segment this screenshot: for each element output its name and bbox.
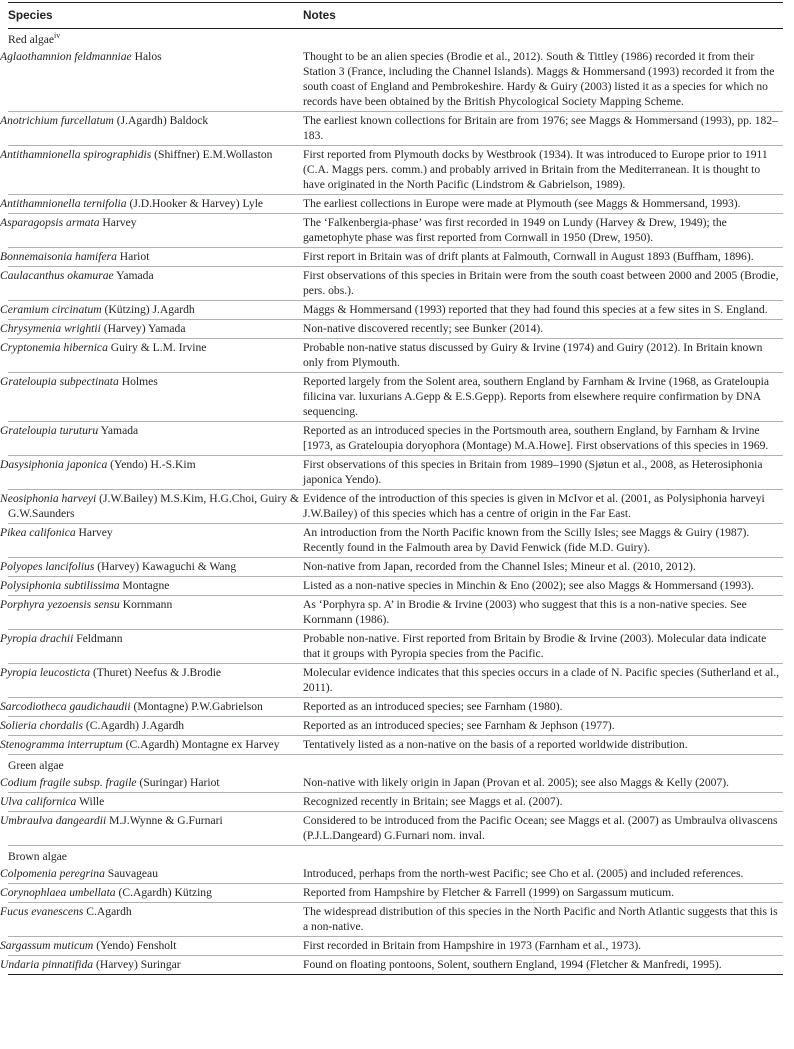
species-authority: (J.Agardh) Baldock [113, 114, 209, 127]
group-title: Brown algae [8, 850, 67, 863]
species-authority: Guiry & L.M. Irvine [107, 341, 207, 354]
species-cell [0, 956, 303, 975]
group-title-footnote: iv [54, 31, 61, 41]
notes-cell: Reported as an introduced species; see Farnham (1980). [303, 698, 783, 717]
species-cell [0, 524, 303, 558]
species-cell [0, 490, 303, 524]
notes-cell: Considered to be introduced from the Pacific Ocean; see Maggs et al. (2007) as Umbraulva olivascens (P.J.L.Dangeard) G.Furnari nom. inval. [303, 812, 783, 846]
species-cell [0, 456, 303, 490]
notes-cell: Reported as an introduced species in the Portsmouth area, southern England, by Farnham & Irvine [1973, as Grateloupia doryophora (Montage) M.A.Howe]. First observations of this species in 1969. [303, 422, 783, 456]
notes-cell: Probable non-native. First reported from Britain by Brodie & Irvine (2003). Molecular data indicate that it groups with Pyropia species from the Pacific. [303, 630, 783, 664]
species-name: Corynophlaea umbellata [0, 886, 116, 899]
species-authority: (Thuret) Neefus & J.Brodie [90, 666, 222, 679]
species-name: Neosiphonia harveyi [0, 492, 97, 505]
table-row [8, 865, 783, 884]
species-authority: Harvey [75, 526, 113, 539]
table-row [8, 577, 783, 596]
notes-cell: Molecular evidence indicates that this species occurs in a clade of N. Pacific species (Sutherland et al., 2011). [303, 664, 783, 698]
species-authority: (Harvey) Suringar [93, 958, 181, 971]
notes-cell: Reported from Hampshire by Fletcher & Farrell (1999) on Sargassum muticum. [303, 884, 783, 903]
species-cell [0, 112, 303, 146]
notes-cell: Non-native with likely origin in Japan (Provan et al. 2005); see also Maggs & Kelly (2007). [303, 774, 783, 793]
species-cell [0, 865, 303, 884]
species-name: Stenogramma interruptum [0, 738, 123, 751]
notes-cell: Non-native from Japan, recorded from the Channel Isles; Mineur et al. (2010, 2012). [303, 558, 783, 577]
species-column-header: Species [8, 3, 303, 29]
species-authority: (Montagne) P.W.Gabrielson [130, 700, 263, 713]
species-name: Umbraulva dangeardii [0, 814, 107, 827]
species-authority: Sauvageau [104, 867, 158, 880]
species-name: Pyropia leucosticta [0, 666, 91, 679]
species-cell [0, 698, 303, 717]
table-row [8, 422, 783, 456]
species-name: Sarcodiotheca gaudichaudii [0, 700, 131, 713]
notes-cell: First recorded in Britain from Hampshire in 1973 (Farnham et al., 1973). [303, 937, 783, 956]
notes-cell: Non-native discovered recently; see Bunker (2014). [303, 320, 783, 339]
species-authority: (C.Agardh) Kützing [115, 886, 212, 899]
species-cell [0, 630, 303, 664]
table-row [8, 112, 783, 146]
notes-cell: Reported as an introduced species; see Farnham & Jephson (1977). [303, 717, 783, 736]
group-title-cell [8, 29, 783, 49]
species-name: Solieria chordalis [0, 719, 83, 732]
species-cell [0, 774, 303, 793]
species-authority: (Harvey) Yamada [100, 322, 186, 335]
notes-cell: Listed as a non-native species in Minchin & Eno (2002); see also Maggs & Hommersand (1993). [303, 577, 783, 596]
species-cell [0, 214, 303, 248]
group-title: Red algae [8, 33, 55, 46]
species-name: Caulacanthus okamurae [0, 269, 114, 282]
notes-cell: The earliest collections in Europe were made at Plymouth (see Maggs & Hommersand, 1993). [303, 195, 783, 214]
table-row [8, 717, 783, 736]
group-header-row [8, 846, 783, 866]
notes-cell: Reported largely from the Solent area, southern England by Farnham & Irvine (1968, as Grateloupia filicina var. luxurians A.Gepp & E.S.Gepp). Reports from elsewhere require confirmation by DNA sequencing. [303, 373, 783, 422]
species-cell [0, 422, 303, 456]
table-row [8, 884, 783, 903]
table-row [8, 373, 783, 422]
table-row [8, 524, 783, 558]
notes-cell: Tentatively listed as a non-native on the basis of a reported worldwide distribution. [303, 736, 783, 755]
table-row [8, 630, 783, 664]
notes-cell: First reported from Plymouth docks by Westbrook (1934). It was introduced to Europe prior to 1911 (C.A. Maggs pers. comm.) and probably arrived in Britain from the Mediterranean. It is thought to have originated in the North Pacific (Lindstrom & Gabrielson, 1989). [303, 146, 783, 195]
table-row [8, 793, 783, 812]
notes-cell: Maggs & Hommersand (1993) reported that they had found this species at a few sites in S. England. [303, 301, 783, 320]
species-name: Polyopes lancifolius [0, 560, 95, 573]
group-title-cell [8, 755, 783, 775]
species-name: Cryptonemia hibernica [0, 341, 108, 354]
species-cell [0, 793, 303, 812]
notes-cell: The ‘Falkenbergia-phase’ was first recorded in 1949 on Lundy (Harvey & Drew, 1949); the gametophyte phase was first reported from Cornwall in 1950 (Drew, 1950). [303, 214, 783, 248]
table-row [8, 956, 783, 975]
species-authority: (Yendo) Fensholt [93, 939, 177, 952]
species-cell [0, 339, 303, 373]
notes-cell: Probable non-native status discussed by Guiry & Irvine (1974) and Guiry (2012). In Britain known only from Plymouth. [303, 339, 783, 373]
table-row [8, 774, 783, 793]
table-row [8, 490, 783, 524]
species-authority: (J.D.Hooker & Harvey) Lyle [126, 197, 264, 210]
species-authority: Wille [76, 795, 105, 808]
species-name: Ulva californica [0, 795, 77, 808]
species-name: Grateloupia subpectinata [0, 375, 119, 388]
species-cell [0, 320, 303, 339]
species-cell [0, 812, 303, 846]
species-cell [0, 267, 303, 301]
species-authority: Yamada [98, 424, 139, 437]
species-name: Codium fragile subsp. fragile [0, 776, 137, 789]
notes-cell: An introduction from the North Pacific known from the Scilly Isles; see Maggs & Guiry (1987). Recently found in the Falmouth area by David Fenwick (fide M.D. Guiry). [303, 524, 783, 558]
notes-cell: Recognized recently in Britain; see Maggs et al. (2007). [303, 793, 783, 812]
species-authority: Kornmann [119, 598, 173, 611]
table-row [8, 267, 783, 301]
notes-cell: Found on floating pontoons, Solent, southern England, 1994 (Fletcher & Manfredi, 1995). [303, 956, 783, 975]
species-name: Pikea califonica [0, 526, 76, 539]
species-cell [0, 884, 303, 903]
species-name: Aglaothamnion feldmanniae [0, 50, 132, 63]
notes-cell: First observations of this species in Britain from 1989–1990 (Sjøtun et al., 2008, as Heterosiphonia japonica Yendo). [303, 456, 783, 490]
species-authority: Holmes [118, 375, 158, 388]
species-authority: Yamada [113, 269, 154, 282]
species-cell [0, 717, 303, 736]
species-cell [0, 664, 303, 698]
species-name: Undaria pinnatifida [0, 958, 94, 971]
notes-column-header: Notes [303, 3, 783, 29]
species-cell [0, 48, 303, 112]
table-row [8, 146, 783, 195]
notes-cell: As ‘Porphyra sp. A’ in Brodie & Irvine (2003) who suggest that this is a non-native species. See Kornmann (1986). [303, 596, 783, 630]
species-cell [0, 373, 303, 422]
table-row [8, 320, 783, 339]
species-authority: (C.Agardh) J.Agardh [82, 719, 185, 732]
group-header-row [8, 755, 783, 775]
table-row [8, 48, 783, 112]
species-authority: (Suringar) Hariot [136, 776, 220, 789]
species-cell [0, 146, 303, 195]
species-authority: M.J.Wynne & G.Furnari [106, 814, 223, 827]
species-cell [0, 301, 303, 320]
species-name: Antithamnionella spirographidis [0, 148, 152, 161]
species-cell [0, 558, 303, 577]
species-name: Grateloupia turuturu [0, 424, 99, 437]
species-cell [0, 736, 303, 755]
table-row [8, 339, 783, 373]
species-authority: Hariot [116, 250, 150, 263]
table-row [8, 937, 783, 956]
notes-cell: The widespread distribution of this species in the North Pacific and North Atlantic suggests that this is a non-native. [303, 903, 783, 937]
species-name: Bonnemaisonia hamifera [0, 250, 117, 263]
table-row [8, 195, 783, 214]
table-row [8, 903, 783, 937]
species-authority: (Shiffner) E.M.Wollaston [151, 148, 273, 161]
species-name: Anotrichium furcellatum [0, 114, 114, 127]
group-header-row [8, 29, 783, 49]
species-authority: (Kützing) J.Agardh [101, 303, 195, 316]
species-authority: Harvey [99, 216, 137, 229]
table-header [8, 3, 783, 29]
species-name: Fucus evanescens [0, 905, 84, 918]
species-name: Sargassum muticum [0, 939, 94, 952]
species-cell [0, 577, 303, 596]
species-cell [0, 248, 303, 267]
species-authority: (J.W.Bailey) M.S.Kim, H.G.Choi, Guiry & G.W.Saunders [8, 492, 300, 520]
species-cell [0, 903, 303, 937]
notes-cell: Thought to be an alien species (Brodie et al., 2012). South & Tittley (1986) recorded it from their Station 3 (France, including the Channel Islands). Maggs & Hommersand (1993) recorded it from the south coast of England and Pembrokeshire. Hardy & Guiry (2003) listed it as a species for which no records have been obtained by the British Phycological Society Mapping Scheme. [303, 48, 783, 112]
notes-cell: The earliest known collections for Britain are from 1976; see Maggs & Hommersand (1993), pp. 182–183. [303, 112, 783, 146]
species-table [0, 2, 783, 975]
species-name: Pyropia drachii [0, 632, 74, 645]
table-row [8, 736, 783, 755]
table-row [8, 248, 783, 267]
species-name: Chrysymenia wrightii [0, 322, 101, 335]
notes-cell: First observations of this species in Britain were from the south coast between 2000 and 2005 (Brodie, pers. obs.). [303, 267, 783, 301]
species-name: Dasysiphonia japonica [0, 458, 108, 471]
species-name: Asparagopsis armata [0, 216, 100, 229]
table-row [8, 301, 783, 320]
table-row [8, 456, 783, 490]
species-cell [0, 596, 303, 630]
notes-cell: Evidence of the introduction of this species is given in McIvor et al. (2001, as Polysiphonia harveyi J.W.Bailey) of this species which has a centre of origin in the Far East. [303, 490, 783, 524]
species-name: Colpomenia peregrina [0, 867, 105, 880]
table-body [0, 29, 783, 975]
species-name: Polysiphonia subtilissima [0, 579, 120, 592]
species-authority: Halos [131, 50, 162, 63]
table-row [8, 664, 783, 698]
notes-cell: Introduced, perhaps from the north-west Pacific; see Cho et al. (2005) and included references. [303, 865, 783, 884]
species-name: Ceramium circinatum [0, 303, 102, 316]
species-cell [0, 195, 303, 214]
table-row [8, 214, 783, 248]
table-row [8, 812, 783, 846]
species-authority: Feldmann [73, 632, 123, 645]
table-row [8, 596, 783, 630]
table-row [8, 558, 783, 577]
table-row [8, 698, 783, 717]
species-authority: (Yendo) H.-S.Kim [107, 458, 196, 471]
species-name: Porphyra yezoensis sensu [0, 598, 120, 611]
species-authority: (C.Agardh) Montagne ex Harvey [122, 738, 280, 751]
species-authority: Montagne [119, 579, 170, 592]
species-name: Antithamnionella ternifolia [0, 197, 127, 210]
group-title: Green algae [8, 759, 64, 772]
species-authority: C.Agardh [83, 905, 132, 918]
notes-cell: First report in Britain was of drift plants at Falmouth, Cornwall in August 1893 (Buffham, 1896). [303, 248, 783, 267]
species-authority: (Harvey) Kawaguchi & Wang [94, 560, 237, 573]
group-title-cell [8, 846, 783, 866]
species-cell [0, 937, 303, 956]
